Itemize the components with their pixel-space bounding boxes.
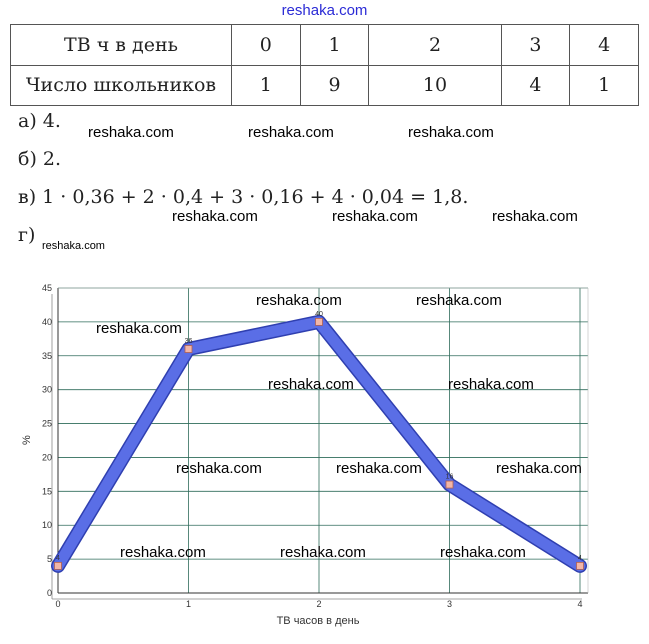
watermark: reshaka.com: [88, 124, 174, 141]
x-tick-label: 2: [316, 599, 322, 609]
watermark: reshaka.com: [172, 208, 258, 225]
table-cell: 1: [570, 65, 639, 106]
y-tick-label: 35: [41, 350, 52, 361]
watermark: reshaka.com: [440, 544, 526, 561]
x-tick-label: 0: [55, 599, 61, 609]
data-point: [185, 346, 192, 353]
watermark: reshaka.com: [448, 376, 534, 393]
table-header-counts: Число школьников: [11, 65, 232, 106]
x-tick-label: 3: [446, 599, 453, 609]
table-cell: 4: [570, 25, 639, 66]
answer-a: а) 4.: [18, 110, 61, 132]
table-row-counts: [11, 65, 639, 106]
y-tick-label: 15: [41, 486, 52, 497]
y-tick-label: 5: [46, 554, 52, 565]
data-point: [577, 562, 584, 569]
data-point: [55, 562, 62, 569]
y-tick-label: 30: [41, 384, 52, 395]
table-cell: 1: [232, 65, 301, 106]
table-cell: 4: [501, 65, 570, 106]
data-label: 16: [445, 473, 454, 481]
y-tick-label: 10: [41, 520, 52, 531]
data-label: 36: [184, 338, 193, 345]
watermark: reshaka.com: [280, 544, 366, 561]
watermark: reshaka.com: [336, 460, 422, 477]
site-title: reshaka.com: [281, 2, 368, 19]
data-label: 4: [56, 554, 60, 562]
watermark: reshaka.com: [268, 376, 354, 393]
data-label: 40: [315, 310, 323, 318]
y-tick-label: 20: [41, 452, 52, 463]
watermark: reshaka.com: [256, 292, 342, 309]
watermark: reshaka.com: [496, 460, 582, 477]
watermark: reshaka.com: [492, 208, 578, 225]
answer-c: в) 1 · 0,36 + 2 · 0,4 + 3 · 0,16 + 4 · 0,04 = 1,8.: [18, 186, 469, 208]
table-cell: 9: [300, 65, 369, 106]
table-cell: 10: [369, 65, 501, 106]
watermark: reshaka.com: [408, 124, 494, 141]
table-cell: 2: [369, 25, 501, 66]
data-label: 4: [578, 554, 582, 562]
frequency-table: [10, 24, 639, 106]
table-cell: 1: [300, 25, 369, 66]
answer-b: б) 2.: [18, 148, 62, 170]
y-axis-label: %: [21, 435, 33, 445]
table-header-hours: ТВ ч в день: [11, 25, 232, 66]
table-cell: 3: [501, 25, 570, 66]
y-tick-label: 25: [41, 418, 52, 429]
watermark: reshaka.com: [176, 460, 262, 477]
table-cell: 0: [232, 25, 301, 66]
y-tick-label: 40: [41, 316, 52, 327]
watermark: reshaka.com: [96, 320, 182, 337]
x-axis-label: ТВ часов в день: [276, 615, 360, 627]
x-tick-label: 1: [185, 599, 192, 609]
x-tick-label: 4: [577, 599, 583, 609]
data-point: [446, 481, 453, 488]
y-tick-label: 0: [46, 588, 52, 598]
answer-d: г): [18, 224, 36, 246]
watermark: reshaka.com: [42, 240, 105, 252]
watermark: reshaka.com: [248, 124, 334, 141]
data-point: [316, 318, 323, 325]
watermark: reshaka.com: [416, 292, 502, 309]
watermark: reshaka.com: [120, 544, 206, 561]
table-row-hours: [11, 25, 639, 66]
y-tick-label: 45: [41, 283, 52, 293]
watermark: reshaka.com: [332, 208, 418, 225]
